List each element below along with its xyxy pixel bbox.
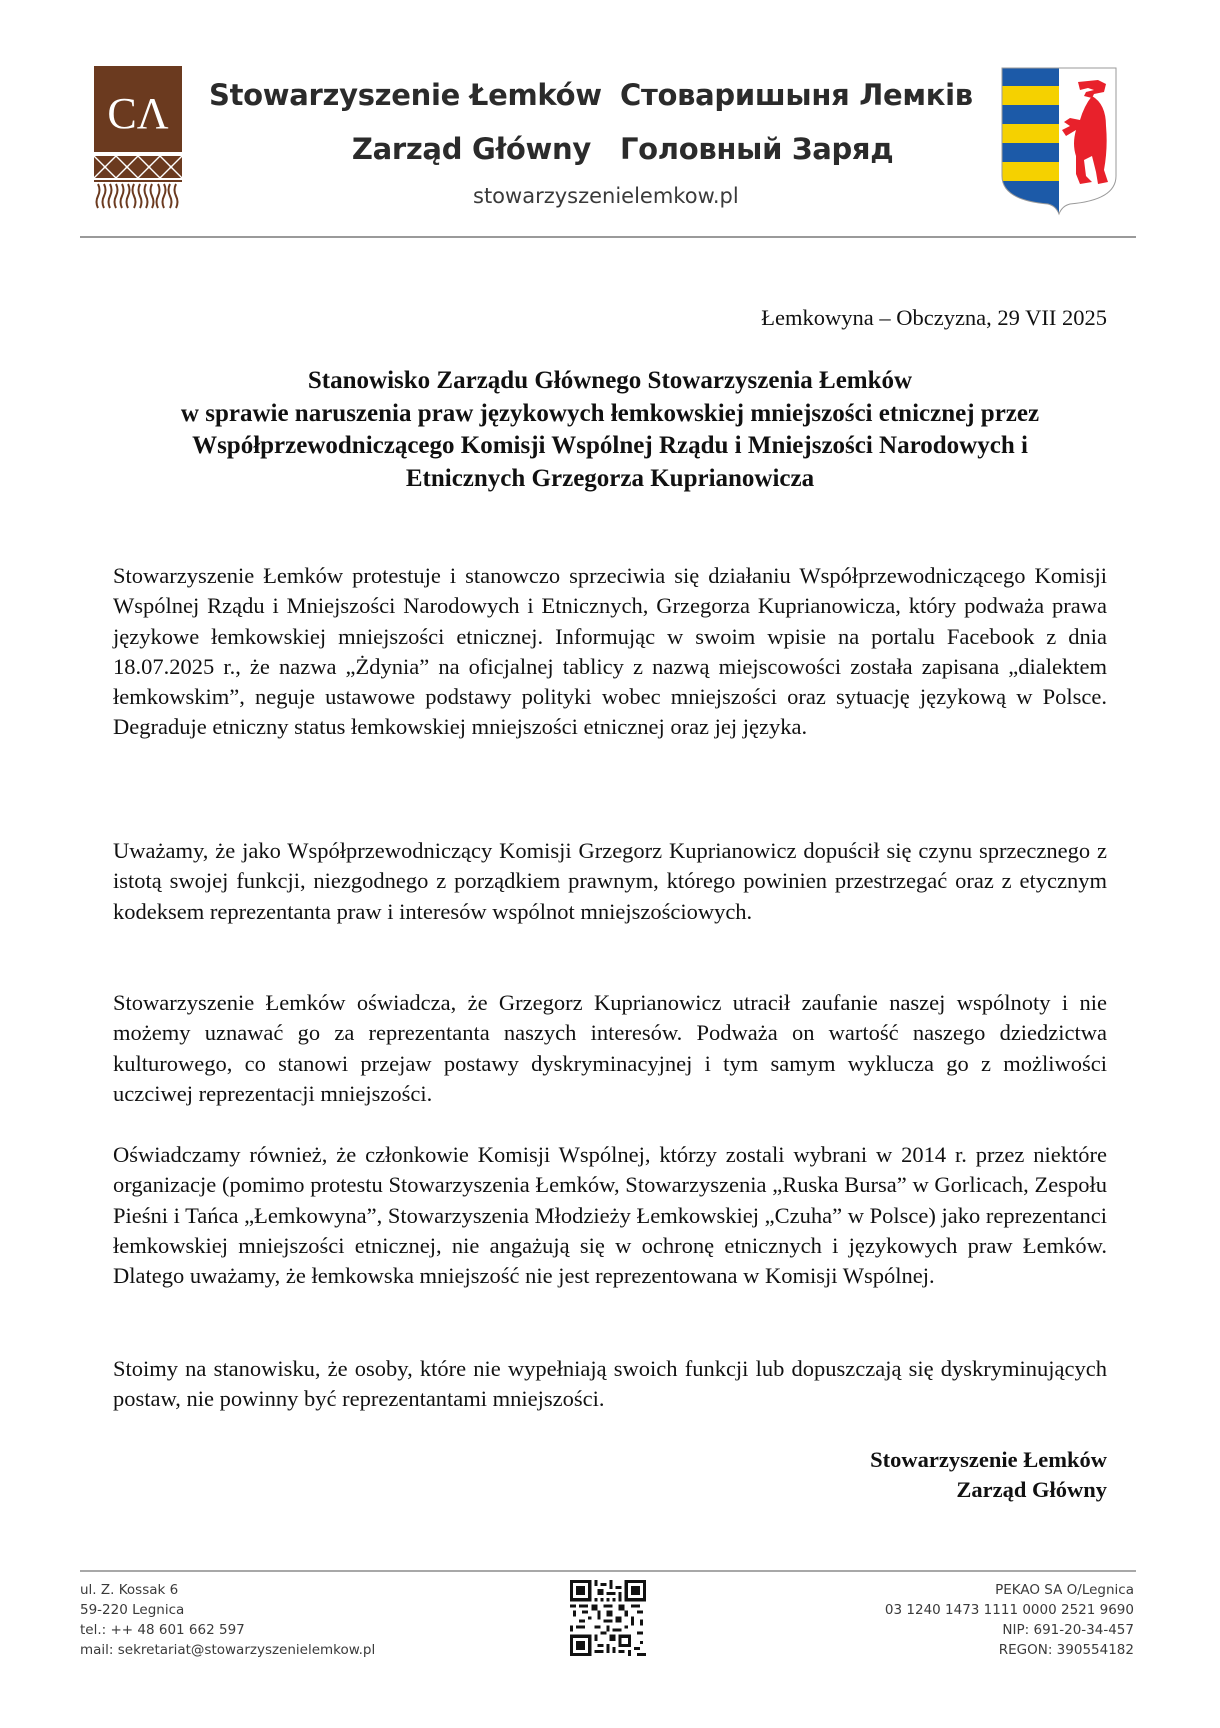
qr-code-icon[interactable] <box>570 1580 646 1656</box>
letterhead <box>80 66 1136 236</box>
title-line: Współprzewodniczącego Komisji Wspólnej Rządu i Mniejszości Narodowych i <box>192 432 1028 459</box>
address-street: ul. Z. Kossak 6 <box>80 1582 179 1598</box>
organization-logo-icon <box>94 66 182 214</box>
regon-number: REGON: 390554182 <box>998 1642 1134 1658</box>
signature-board: Zarząd Główny <box>956 1477 1107 1502</box>
bank-name: PEKAO SA O/Legnica <box>995 1582 1134 1598</box>
title-line: w sprawie naruszenia praw językowych łemkowskiej mniejszości etnicznej przez <box>180 399 1040 427</box>
org-name-polish: Stowarzyszenie Łemków <box>209 78 602 112</box>
signature-org: Stowarzyszenie Łemków <box>870 1447 1107 1472</box>
date-place-line: Łemkowyna – Obczyzna, 29 VII 2025 <box>761 305 1107 330</box>
address-city: 59-220 Legnica <box>80 1602 185 1618</box>
signature-block <box>870 1445 1107 1505</box>
address-email[interactable]: mail: sekretariat@stowarzyszenielemkow.pl <box>80 1642 376 1658</box>
website-link[interactable]: stowarzyszenielemkow.pl <box>473 184 739 208</box>
footer-address <box>80 1580 375 1660</box>
body-paragraph: Stowarzyszenie Łemków oświadcza, że Grzegorz Kuprianowicz utracił zaufanie naszej wspólnoty i nie możemy uznawać go za reprezentanta naszych interesów. Podważa on wartość naszego dziedzictwa kulturowego, co stanowi przejaw postawy dyskryminacyjnej i tym samym wyklucza go z możliwości uczciwej reprezentacji mniejszości. <box>113 990 1107 1106</box>
board-name-polish: Zarząd Główny <box>351 132 591 166</box>
nip-number: NIP: 691-20-34-457 <box>1002 1622 1134 1638</box>
footer-divider <box>80 1570 1136 1572</box>
org-name-lemko: Стоваришыня Лемків <box>620 78 973 112</box>
board-name-lemko: Головный Заряд <box>620 132 894 166</box>
header-divider <box>80 236 1136 238</box>
svg-text:CΛ: CΛ <box>107 89 169 138</box>
body-paragraph: Stowarzyszenie Łemków protestuje i stanowczo sprzeciwia się działaniu Współprzewodniczącego Komisji Wspólnej Rządu i Mniejszości Narodowych i Etnicznych, Grzegorza Kuprianowicza, który podważa prawa językowe łemkowskiej mniejszości etnicznej. Informując w swoim wpisie na portalu Facebook z dnia 18.07.2025 r., że nazwa „Żdynia” na oficjalnej tablicy z nazwą miejscowości została zapisana „dialektem łemkowskim”, neguje ustawowe podstawy polityki wobec mniejszości oraz sytuację językową w Polsce. Degraduje etniczny status łemkowskiej mniejszości etnicznej oraz jej języka. <box>113 563 1107 740</box>
lemko-coat-of-arms-icon <box>1000 66 1118 216</box>
body-paragraph: Stoimy na stanowisku, że osoby, które nie wypełniają swoich funkcji lub dopuszczają się dyskryminujących postaw, nie powinny być reprezentantami mniejszości. <box>113 1356 1107 1412</box>
title-line: Etnicznych Grzegorza Kuprianowicza <box>405 464 815 492</box>
address-phone: tel.: ++ 48 601 662 597 <box>80 1622 245 1638</box>
body-paragraph: Uważamy, że jako Współprzewodniczący Komisji Grzegorz Kuprianowicz dopuścił się czynu sprzecznego z istotą swojej funkcji, niezgodnego z porządkiem prawnym, którego powinien przestrzegać oraz z etycznym kodeksem reprezentanta praw i interesów wspólnot mniejszościowych. <box>113 838 1107 924</box>
document-title <box>113 365 1107 495</box>
footer-bank-details <box>885 1580 1134 1660</box>
bank-account: 03 1240 1473 1111 0000 2521 9690 <box>884 1602 1134 1618</box>
body-paragraph: Oświadczamy również, że członkowie Komisji Wspólnej, którzy zostali wybrani w 2014 r. przez niektóre organizacje (pomimo protestu Stowarzyszenia Łemków, Stowarzyszenia „Ruska Bursa” w Gorlicach, Zespołu Pieśni i Tańca „Łemkowyna”, Stowarzyszenia Młodzieży Łemkowskiej „Czuha” w Polsce) jako reprezentanci łemkowskiej mniejszości etnicznej, nie angażują się w ochronę etnicznych i językowych praw Łemków. Dlatego uważamy, że łemkowska mniejszość nie jest reprezentowana w Komisji Wspólnej. <box>113 1142 1107 1289</box>
title-line: Stanowisko Zarządu Głównego Stowarzyszenia Łemków <box>307 367 913 394</box>
